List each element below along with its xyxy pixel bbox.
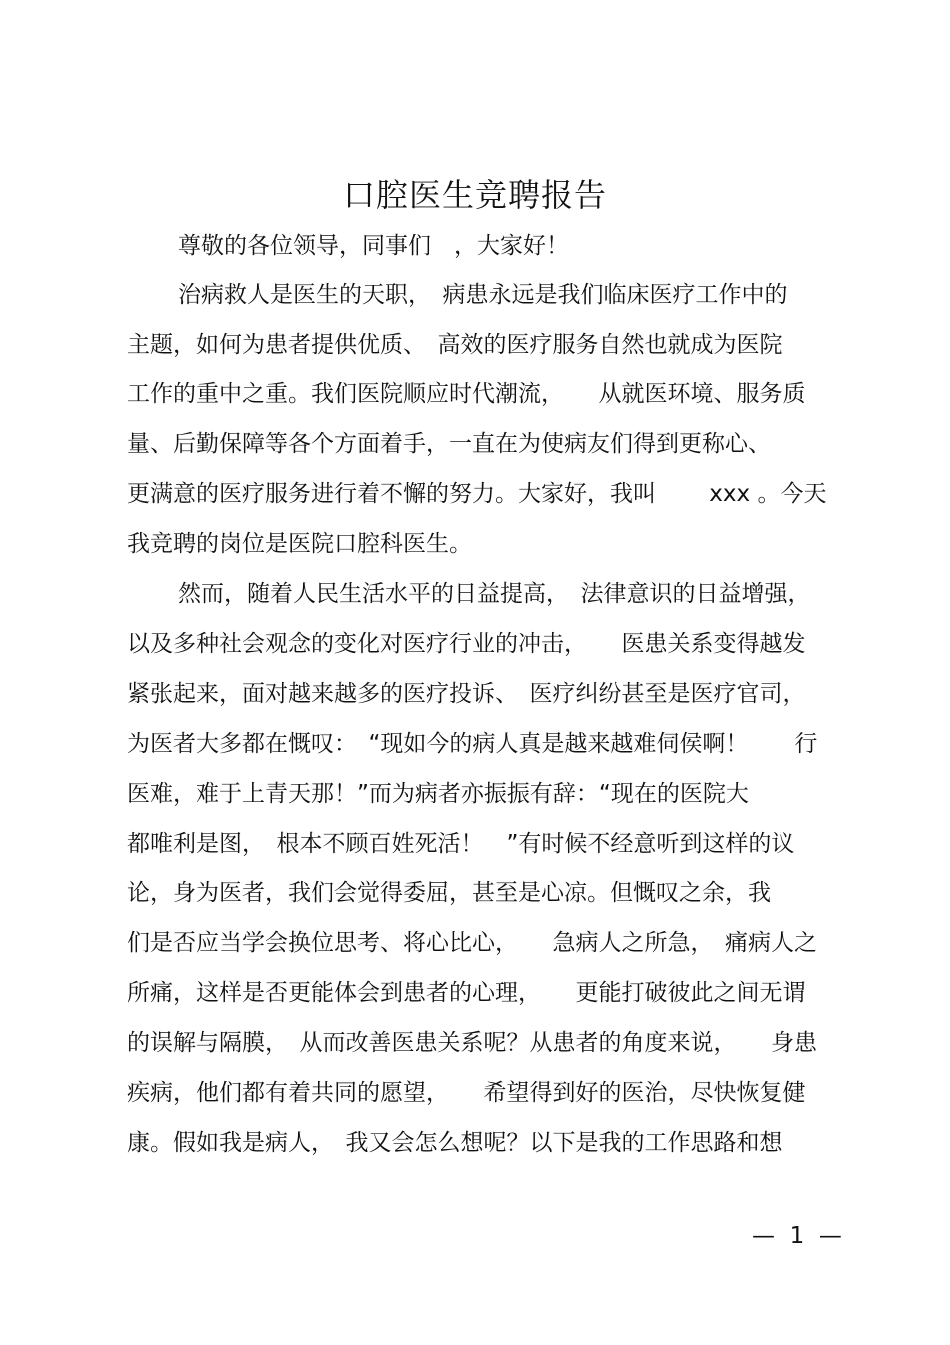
body-line: 治病救人是医生的天职， 病患永远是我们临床医疗工作中的 <box>178 282 788 308</box>
body-line: 更满意的医疗服务进行着不懈的努力。大家好，我叫 xxx 。今天 <box>127 481 827 507</box>
body-line: 都唯利是图， 根本不顾百姓死活！ ”有时候不经意听到这样的议 <box>127 831 795 857</box>
body-line: 量、后勤保障等各个方面着手，一直在为使病友们得到更称心、 <box>127 431 771 457</box>
body-line: 康。假如我是病人， 我又会怎么想呢？以下是我的工作思路和想 <box>127 1130 783 1156</box>
body-line: 然而，随着人民生活水平的日益提高， 法律意识的日益增强， <box>178 581 811 607</box>
page-number: — 1 — <box>752 1223 842 1249</box>
body-line: 医难，难于上青天那！”而为病者亦振振有辞：“现在的医院大 <box>127 781 749 807</box>
body-line: 工作的重中之重。我们医院顺应时代潮流， 从就医环境、服务质 <box>127 381 806 407</box>
body-line: 我竞聘的岗位是医院口腔科医生。 <box>127 531 472 557</box>
document-title: 口腔医生竞聘报告 <box>342 176 607 214</box>
body-line: 尊敬的各位领导，同事们 ，大家好！ <box>178 233 569 259</box>
body-line: 所痛，这样是否更能体会到患者的心理， 更能打破彼此之间无谓 <box>127 980 806 1006</box>
body-line: 疾病，他们都有着共同的愿望， 希望得到好的医治，尽快恢复健 <box>127 1080 806 1106</box>
body-line: 紧张起来，面对越来越多的医疗投诉、 医疗纠纷甚至是医疗官司， <box>127 681 806 707</box>
body-line: 的误解与隔膜， 从而改善医患关系呢？从患者的角度来说， 身患 <box>127 1030 817 1056</box>
body-line: 以及多种社会观念的变化对医疗行业的冲击， 医患关系变得越发 <box>127 631 806 657</box>
body-line: 们是否应当学会换位思考、将心比心， 急病人之所急， 痛病人之 <box>127 930 817 956</box>
body-line: 论，身为医者，我们会觉得委屈，甚至是心凉。但慨叹之余，我 <box>127 880 771 906</box>
body-line: 为医者大多都在慨叹： “现如今的病人真是越来越难伺侯啊！ 行 <box>127 731 818 757</box>
body-line: 主题，如何为患者提供优质、 高效的医疗服务自然也就成为医院 <box>127 332 783 358</box>
